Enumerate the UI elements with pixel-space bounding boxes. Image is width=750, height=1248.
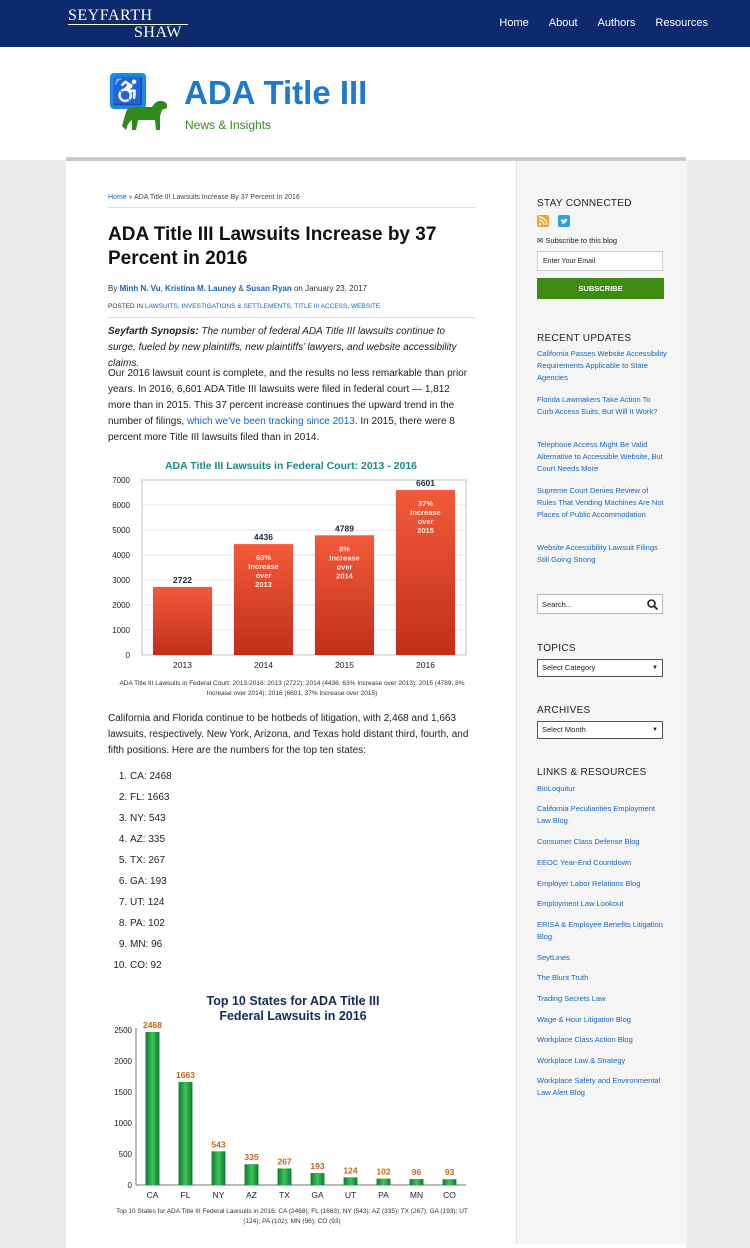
link-item[interactable]: Wage & Hour Litigation Blog [537, 1015, 631, 1024]
link-item[interactable]: ERISA & Employee Benefits Litigation Blog [537, 920, 663, 941]
bar [410, 1179, 424, 1185]
x-tick-label: UT [344, 1190, 357, 1200]
y-tick-label: 1500 [114, 1088, 132, 1097]
link-item[interactable]: Workplace Class Action Blog [537, 1035, 633, 1044]
state-list-item: 4. AZ: 335 [130, 833, 172, 854]
bar [377, 1179, 391, 1185]
search-placeholder: Search... [542, 600, 573, 609]
state-list-item: 5. TX: 267 [130, 854, 172, 875]
x-tick-label: 2015 [335, 660, 354, 670]
chevron-down-icon: ▼ [652, 665, 658, 671]
paragraph-1 [108, 366, 475, 446]
top-navigation-bar [0, 0, 750, 47]
bar [278, 1168, 292, 1185]
bar-annotation: 37% Increase over 2015 [410, 498, 441, 535]
y-tick-label: 500 [118, 1150, 132, 1159]
link-item[interactable]: EEOC Year-End Countdown [537, 858, 632, 867]
synopsis-text: The number of federal ADA Title III lawsuits continue to surge, fueled by new plaintiffs, new plaintiffs’ lawyers, and website accessibility claims. [108, 326, 457, 369]
x-tick-label: GA [311, 1190, 324, 1200]
data-label: 96 [411, 1167, 422, 1178]
data-label: 267 [277, 1156, 292, 1167]
paragraph-1-part-b: . In 2015, there were 8 percent more Title III lawsuits filed than in 2014. [108, 416, 455, 443]
data-label: 6601 [416, 477, 435, 488]
logo-line-1: SEYFARTH [68, 8, 188, 25]
subscribe-row [537, 236, 617, 245]
top-states-list [108, 770, 172, 980]
chart-2-title: Top 10 States for ADA Title III Federal Lawsuits in 2016 [206, 994, 380, 1023]
x-tick-label: 2014 [254, 660, 273, 670]
article-title: ADA Title III Lawsuits Increase by 37 Percent in 2016 [108, 224, 437, 269]
bar-annotation: 8% Increase over 2014 [329, 544, 360, 581]
link-item[interactable]: BioLoquitur [537, 784, 575, 793]
email-input[interactable]: Enter Your Email [537, 251, 663, 271]
bar [344, 1177, 358, 1185]
link-item[interactable]: The Blunt Truth [537, 973, 589, 982]
rss-icon[interactable] [537, 215, 549, 227]
data-label: 543 [211, 1139, 226, 1150]
state-list-item: 7. UT: 124 [130, 896, 172, 917]
logo-line-2: SHAW [134, 24, 182, 41]
topics-heading: TOPICS [537, 643, 576, 654]
y-tick-label: 6000 [112, 501, 130, 510]
bar [311, 1173, 325, 1185]
y-tick-label: 7000 [112, 476, 130, 485]
data-label: 4436 [254, 532, 273, 543]
author-link-ryan[interactable]: Susan Ryan [245, 284, 292, 293]
data-label: 102 [376, 1166, 391, 1177]
byline-by: By [108, 284, 120, 293]
link-item[interactable]: Workplace Safety and Environmental Law Alert Blog [537, 1076, 661, 1097]
data-label: 1663 [176, 1069, 195, 1080]
category-links[interactable]: LAWSUITS, INVESTIGATIONS & SETTLEMENTS, TITLE III ACCESS, WEBSITE [144, 303, 381, 310]
breadcrumb-current: ADA Title III Lawsuits Increase By 37 Percent In 2016 [134, 194, 300, 201]
byline: By Minh N. Vu, Kristina M. Launey & Susan Ryan on January 23, 2017 [108, 284, 367, 293]
links-heading: LINKS & RESOURCES [537, 767, 647, 778]
author-link-launey[interactable]: Kristina M. Launey [165, 284, 237, 293]
author-link-vu[interactable]: Minh N. Vu [119, 284, 161, 293]
recent-update-5[interactable]: Website Accessibility Lawsuit Filings Still Going Strong [537, 543, 658, 564]
state-list-item: 2. FL: 1663 [130, 791, 172, 812]
recent-updates-heading: RECENT UPDATES [537, 333, 632, 344]
y-tick-label: 5000 [112, 526, 130, 535]
bar [212, 1151, 226, 1185]
posted-in [108, 303, 475, 318]
bar [245, 1164, 259, 1185]
data-label: 2722 [173, 574, 192, 585]
guide-dog-icon [118, 96, 170, 132]
link-item[interactable]: Employer Labor Relations Blog [537, 879, 641, 888]
twitter-icon[interactable] [558, 215, 570, 227]
state-list-item: 3. NY: 543 [130, 812, 172, 833]
x-tick-label: CO [443, 1190, 456, 1200]
y-tick-label: 1000 [112, 626, 130, 635]
bar [153, 587, 212, 655]
data-label: 2468 [143, 1019, 162, 1030]
nav-about[interactable]: About [548, 17, 578, 29]
chevron-down-icon: ▼ [652, 727, 658, 733]
archives-select-value: Select Month [542, 725, 586, 734]
subscribe-button[interactable]: SUBSCRIBE [537, 278, 664, 299]
byline-amp: & [236, 284, 246, 293]
data-label: 93 [444, 1167, 455, 1178]
link-item[interactable]: California Peculiarities Employment Law Blog [537, 804, 655, 825]
data-label: 335 [244, 1152, 259, 1163]
social-icons [537, 214, 577, 230]
paragraph-2: California and Florida continue to be hotbeds of litigation, with 2,468 and 1,663 lawsuits, respectively. New York, Arizona, and Texas hold distant third, fourth, and fifth positions. Here are the numbers for the top ten states: [108, 713, 469, 756]
bar [179, 1082, 193, 1185]
x-tick-label: PA [378, 1190, 389, 1200]
breadcrumb-home[interactable]: Home [108, 194, 127, 201]
link-item[interactable]: Consumer Class Defense Blog [537, 837, 640, 846]
data-label: 124 [343, 1165, 358, 1176]
top-states-chart [108, 988, 475, 1208]
search-input[interactable] [537, 594, 663, 614]
y-tick-label: 0 [127, 1181, 132, 1190]
y-tick-label: 2000 [114, 1057, 132, 1066]
paragraph-1-part-a: Our 2016 lawsuit count is complete, and the results no less remarkable than prior years. In 2016, 6,601 ADA Title III lawsuits were filed in federal court — 1,812 more than in 2015. This 37 percent increase continues the upward trend in the number of filings, [108, 368, 468, 427]
x-tick-label: MN [409, 1190, 424, 1200]
bar [443, 1179, 457, 1185]
link-item[interactable]: Trading Secrets Law [537, 994, 606, 1003]
x-tick-label: 2013 [173, 660, 192, 670]
x-tick-label: NY [212, 1190, 225, 1200]
chart-1-caption: ADA Title III Lawsuits in Federal Court: 2013-2016: 2013 (2722); 2014 (4436, 63% Increase over 2013); 2015 (4789, 8% Increase over 2014); 2016 (6601, 37% Increase over 2015) [119, 680, 465, 697]
post-date: on January 23, 2017 [291, 284, 367, 293]
seyfarth-shaw-logo[interactable] [68, 8, 188, 40]
x-tick-label: TX [279, 1190, 290, 1200]
subscribe-label: Subscribe to this blog [545, 236, 618, 245]
nav-resources[interactable]: Resources [655, 17, 708, 29]
search-icon[interactable] [647, 599, 658, 610]
main-nav [479, 17, 708, 29]
link-item[interactable]: Employment Law Lookout [537, 899, 624, 908]
archives-select[interactable] [537, 721, 663, 739]
wheelchair-icon: ♿ [110, 73, 146, 109]
recent-update-3[interactable]: Telephone Access Might Be Valid Alternative to Accessible Website, But Court Needs More [537, 440, 663, 473]
nav-home[interactable]: Home [499, 17, 529, 29]
state-list-item: 1. CA: 2468 [130, 770, 172, 791]
blog-title[interactable]: ADA Title III [184, 74, 368, 111]
y-tick-label: 2500 [114, 1026, 132, 1035]
recent-update-1[interactable]: California Passes Website Accessibility Requirements Applicable to State Agencies [537, 349, 667, 382]
link-item[interactable]: Workplace Law & Strategy [537, 1056, 626, 1065]
topics-select-value: Select Category [542, 663, 596, 672]
state-list-item: 8. PA: 102 [130, 917, 172, 938]
x-tick-label: FL [180, 1190, 191, 1200]
posted-in-label: POSTED IN [108, 303, 145, 310]
topics-select[interactable] [537, 659, 663, 677]
y-tick-label: 1000 [114, 1119, 132, 1128]
state-list-item: 6. GA: 193 [130, 875, 172, 896]
bar [146, 1032, 160, 1185]
state-list-item: 9. MN: 96 [130, 938, 172, 959]
archives-heading: ARCHIVES [537, 705, 591, 716]
tracking-link[interactable]: which we’ve been tracking since 2013 [186, 416, 355, 427]
y-tick-label: 0 [125, 651, 130, 660]
y-tick-label: 3000 [112, 576, 130, 585]
synopsis-label: Seyfarth Synopsis: [108, 326, 199, 337]
data-label: 193 [310, 1161, 325, 1172]
chart-1-title: ADA Title III Lawsuits in Federal Court: 2013 - 2016 [164, 460, 418, 472]
synopsis [108, 324, 475, 372]
link-item[interactable]: SeytLines [537, 953, 570, 962]
state-list-item: 10. CO: 92 [130, 959, 172, 980]
nav-authors[interactable]: Authors [597, 17, 636, 29]
lawsuits-by-year-chart [108, 453, 475, 683]
x-tick-label: CA [146, 1190, 159, 1200]
x-tick-label: AZ [246, 1190, 257, 1200]
data-label: 4789 [335, 523, 354, 534]
breadcrumb [108, 194, 475, 208]
blog-subtitle: News & Insights [185, 118, 272, 132]
y-tick-label: 2000 [112, 601, 130, 610]
bar-annotation: 63% Increase over 2013 [248, 553, 279, 590]
chart-2-caption: Top 10 States for ADA Title III Federal Lawsuits in 2016: CA (2468); FL (1663); NY (543); AZ (335); TX (267); GA (193); UT (124); PA (102); MN (96); CO (93) [116, 1208, 468, 1225]
y-tick-label: 4000 [112, 551, 130, 560]
x-tick-label: 2016 [416, 660, 435, 670]
recent-update-2[interactable]: Florida Lawmakers Take Action To Curb Access Suits, But Will It Work? [537, 395, 658, 416]
recent-update-4[interactable]: Supreme Court Denies Review of Rules That Vending Machines Are Not Places of Public Accommodation [537, 486, 664, 519]
stay-connected-heading: STAY CONNECTED [537, 198, 632, 209]
envelope-icon: ✉ [537, 236, 544, 245]
breadcrumb-separator: » [126, 194, 135, 201]
